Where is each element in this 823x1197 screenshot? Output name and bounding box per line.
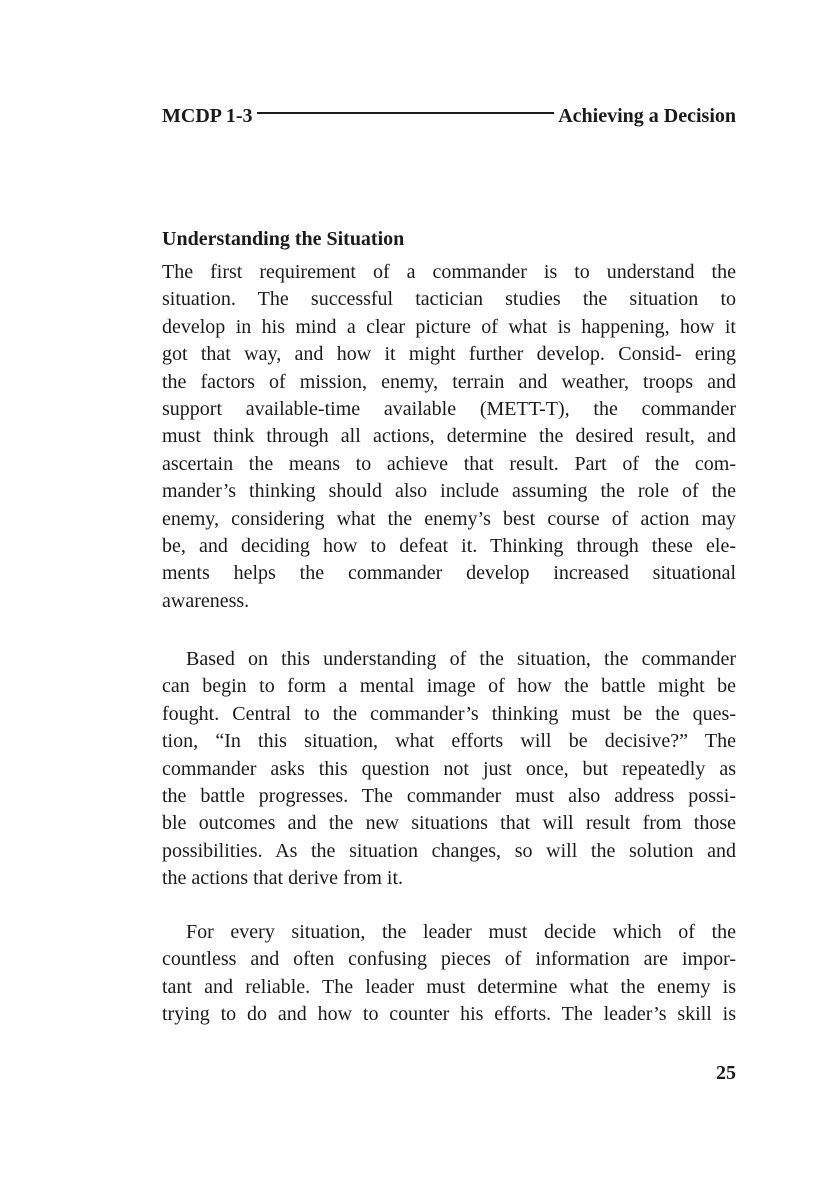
section-heading: Understanding the Situation [162,228,405,250]
text-line: possibilities. As the situation changes, so will the solution and [162,839,736,862]
page-number: 25 [716,1062,736,1084]
header-chapter-title: Achieving a Decision [558,104,736,127]
text-line: tion, “In this situation, what efforts will be decisive?” The [162,730,736,753]
text-line: tant and reliable. The leader must determine what the enemy is [162,975,736,998]
text-line: The first requirement of a commander is to understand the [162,261,736,283]
paragraph-1 [162,259,736,615]
text-line: fought. Central to the commander’s thinking must be the ques- [162,702,736,725]
text-line: trying to do and how to counter his efforts. The leader’s skill is [162,1003,736,1026]
text-line: got that way, and how it might further develop. Consid- ering [162,343,736,366]
text-line: Based on this understanding of the situation, the commander [186,648,736,670]
text-line: develop in his mind a clear picture of what is happening, how it [162,315,736,338]
text-line: ascertain the means to achieve that result. Part of the com- [162,452,736,475]
text-line: the actions that derive from it. [162,867,404,890]
text-line: situation. The successful tactician studies the situation to [162,288,736,311]
header-rule [257,112,555,114]
text-line: must think through all actions, determine the desired result, and [162,425,736,448]
text-line: support available-time available (METT-T), the commander [162,397,736,420]
text-line: the battle progresses. The commander must also address possi- [162,784,736,807]
paragraph-3 [162,919,736,1029]
text-line: For every situation, the leader must decide which of the [186,921,736,943]
running-header [162,102,736,130]
text-line: enemy, considering what the enemy’s best course of action may [162,507,736,530]
text-line: ments helps the commander develop increased situational [162,562,736,585]
header-document-id: MCDP 1-3 [162,104,253,127]
text-line: ble outcomes and the new situations that will result from those [162,812,736,835]
text-line: can begin to form a mental image of how the battle might be [162,675,736,698]
text-line: be, and deciding how to defeat it. Thinking through these ele- [162,534,736,557]
paragraph-2 [162,646,736,893]
text-line: awareness. [162,589,250,612]
text-line: the factors of mission, enemy, terrain and weather, troops and [162,370,736,393]
text-line: mander’s thinking should also include assuming the role of the [162,480,736,503]
text-line: commander asks this question not just once, but repeatedly as [162,757,736,780]
text-line: countless and often confusing pieces of information are impor- [162,948,736,971]
